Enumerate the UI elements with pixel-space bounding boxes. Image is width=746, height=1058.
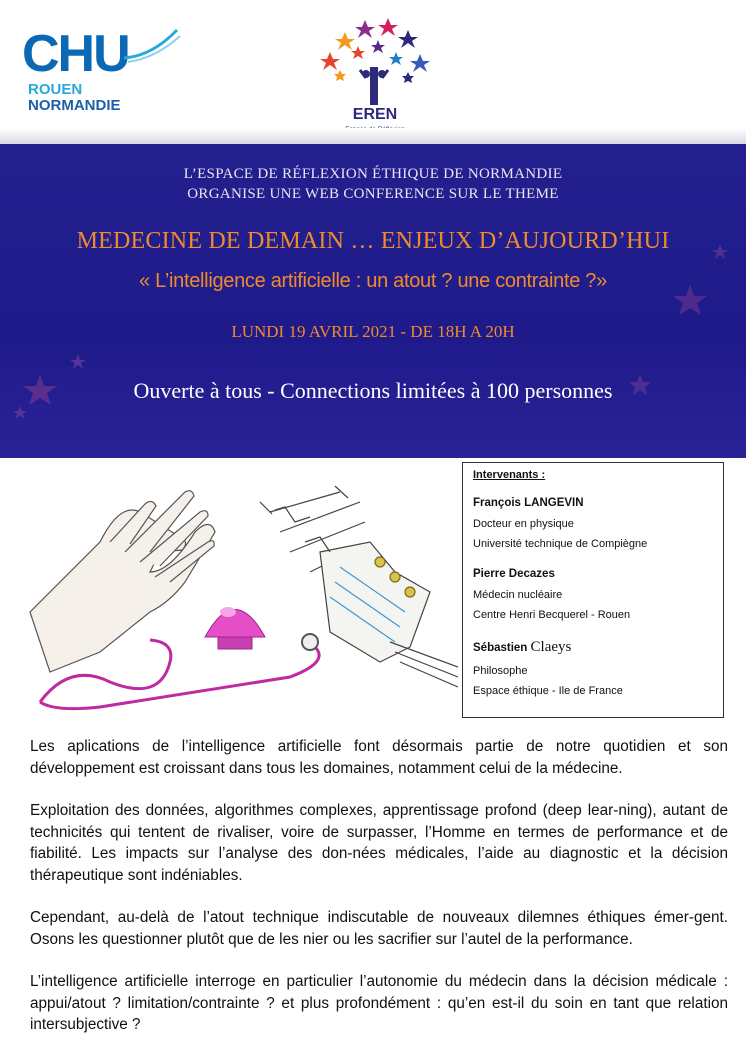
speaker-name: François LANGEVIN — [473, 497, 584, 509]
speaker-name: Pierre Decazes — [473, 568, 555, 580]
speaker-card — [473, 568, 713, 625]
hands-and-stethoscope-illustration — [10, 462, 458, 722]
speaker-role: Docteur en physique — [473, 518, 574, 530]
speaker-affiliation: Université technique de Compiègne — [473, 538, 648, 550]
chu-logo-subtitle: ROUEN NORMANDIE — [28, 81, 121, 114]
speaker-role: Médecin nucléaire — [473, 589, 563, 601]
speakers-box — [462, 462, 724, 718]
chu-swoosh-icon — [122, 28, 182, 68]
banner-intro-line-2: ORGANISE UNE WEB CONFERENCE SUR LE THEME — [187, 186, 559, 202]
event-subtitle: « L’intelligence artificielle : un atout ? une contrainte ?» — [139, 270, 607, 292]
speaker-affiliation: Espace éthique - Ile de France — [473, 685, 623, 697]
chu-logo-text: CHU — [22, 25, 129, 83]
speaker-card — [473, 497, 713, 554]
speakers-heading: Intervenants : — [473, 469, 546, 481]
speaker-card — [473, 639, 713, 701]
speaker-name: Sébastien Claeys — [473, 639, 572, 655]
robotic-hand-icon — [260, 486, 458, 687]
body-paragraph-3: Cependant, au-delà de l’atout technique indiscutable de nouveaux dilemnes éthiques émer-gent. Osons les questionner plutôt que de les nier ou les sacrifier sur l’autel de la performance. — [30, 909, 728, 948]
speaker-role: Philosophe — [473, 665, 528, 677]
event-banner — [0, 144, 746, 458]
body-paragraph-4: L’intelligence artificielle interroge en particulier l’autonomie du médecin dans la décision médicale : appui/atout ? limitation/contrainte ? et plus profondément : qu’en est-il du soin en tant que relation intersubjective ? — [30, 973, 728, 1033]
page-header — [0, 0, 746, 142]
body-text — [30, 736, 728, 1057]
header-divider — [0, 128, 746, 144]
body-paragraph-1: Les aplications de l’intelligence artificielle font désormais partie de notre quotidien et son développement est croissant dans tous les domaines, notamment celui de la médecine. — [30, 738, 728, 777]
event-access-info: Ouverte à tous - Connections limitées à 100 personnes — [133, 378, 613, 403]
eren-logo — [310, 12, 440, 137]
chu-logo — [22, 25, 172, 114]
eren-logo-name: EREN — [352, 106, 398, 123]
speaker-affiliation: Centre Henri Becquerel - Rouen — [473, 609, 631, 621]
body-paragraph-2: Exploitation des données, algorithmes complexes, apprentissage profond (deep lear-ning), autant de technicités qui tentent de rivaliser, voire de surpasser, l’Homme en termes de performance et de fiabilité. Les impacts sur l’analyse des don-nées médicales, l’aide au diagnostic et la décision thérapeutique sont indéniables. — [30, 802, 728, 884]
pink-dome-device-icon — [205, 607, 265, 649]
human-hand-icon — [30, 491, 215, 672]
event-date: LUNDI 19 AVRIL 2021 - DE 18H A 20H — [231, 322, 515, 341]
event-title: MEDECINE DE DEMAIN … ENJEUX D’AUJOURD’HUI — [76, 228, 670, 254]
eren-tree-icon — [310, 12, 440, 107]
banner-intro-line-1: L’ESPACE DE RÉFLEXION ÉTHIQUE DE NORMANDIE — [183, 166, 563, 182]
